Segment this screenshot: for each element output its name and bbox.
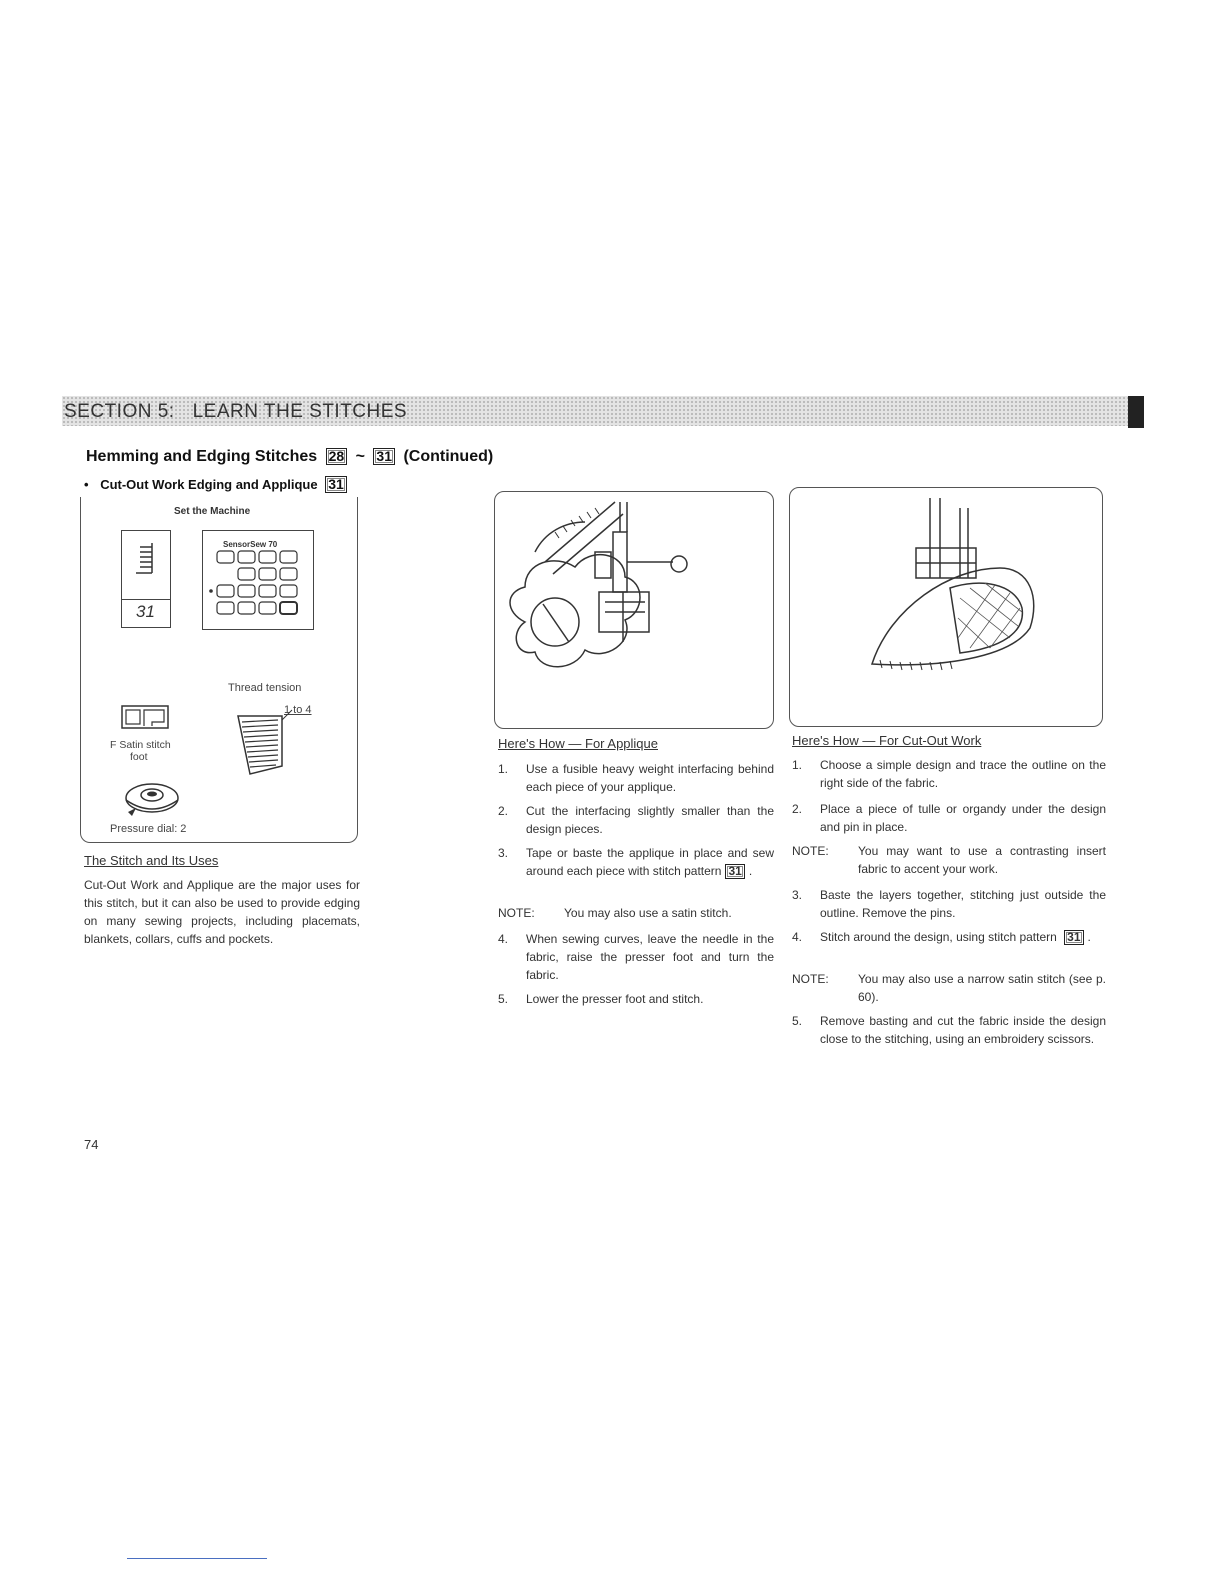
- continued-label: (Continued): [403, 448, 494, 465]
- cutout-note-2: NOTE: You may also use a narrow satin stitch (see p. 60).: [792, 972, 1106, 1004]
- applique-step-2: 2. Cut the interfacing slightly smaller than the design pieces.: [498, 804, 774, 836]
- uses-text: Cut-Out Work and Applique are the major uses for this stitch, but it can also be used to provide edging on many sewing projects, including placemats, blankets, collars, cuffs and pockets.: [84, 878, 360, 946]
- applique-step-4: 4. When sewing curves, leave the needle in the fabric, raise the presser foot and turn the fabric.: [498, 932, 774, 982]
- stitch-display: [121, 530, 171, 628]
- keypad-buttons-icon: [203, 531, 313, 629]
- foot-label: F Satin stitch: [110, 739, 171, 751]
- thread-tension-value: 1 to 4: [284, 704, 312, 716]
- applique-illustration: [494, 491, 774, 729]
- cutout-step-1: 1. Choose a simple design and trace the outline on the right side of the fabric.: [792, 758, 1106, 790]
- satin-stitch-foot-icon: [120, 702, 172, 732]
- applique-note: NOTE: You may also use a satin stitch.: [498, 906, 732, 920]
- stitch-pattern-icon: [122, 531, 169, 597]
- cutout-step-4: 4. Stitch around the design, using stitch pattern 31 .: [792, 930, 1091, 944]
- heading-title: Hemming and Edging Stitches: [86, 448, 318, 465]
- applique-step-5: 5. Lower the presser foot and stitch.: [498, 992, 704, 1006]
- subheading-pattern-number: 31: [325, 476, 347, 493]
- cutout-note-1: NOTE: You may want to use a contrasting insert fabric to accent your work.: [792, 844, 1106, 876]
- pattern-number-to: 31: [373, 448, 395, 465]
- subheading-title: Cut-Out Work Edging and Applique: [100, 477, 318, 492]
- section-label: SECTION 5:: [64, 401, 175, 422]
- cutout-step-3: 3. Baste the layers together, stitching just outside the outline. Remove the pins.: [792, 888, 1106, 920]
- section-banner: [62, 396, 1144, 426]
- bullet: •: [84, 477, 89, 492]
- foot-label-line2: foot: [130, 751, 148, 763]
- tension-dial-icon: [230, 708, 300, 778]
- panel-title: Set the Machine: [174, 506, 251, 517]
- applique-step-1: 1. Use a fusible heavy weight interfacing behind each piece of your applique.: [498, 762, 774, 794]
- cutout-title: Here's How — For Cut-Out Work: [792, 733, 982, 748]
- page-heading: [86, 448, 493, 466]
- stitch-pattern-number: 31: [725, 864, 744, 879]
- applique-title: Here's How — For Applique: [498, 736, 658, 751]
- pattern-number-from: 28: [326, 448, 348, 465]
- cutout-step-5: 5. Remove basting and cut the fabric inside the design close to the stitching, using an embroidery scissors.: [792, 1014, 1106, 1046]
- display-number: 31: [136, 602, 155, 621]
- stitch-pattern-number: 31: [1064, 930, 1083, 945]
- sewing-machine-applique-image: [495, 492, 771, 726]
- thread-tension-label: Thread tension: [228, 682, 302, 694]
- cutout-work-image: [790, 488, 1100, 724]
- machine-keypad: [202, 530, 314, 630]
- pressure-dial-label: Pressure dial: 2: [110, 823, 187, 835]
- section-tab-marker: [1128, 396, 1144, 428]
- page-number: 74: [84, 1137, 99, 1152]
- cutout-step-2: 2. Place a piece of tulle or organdy under the design and pin in place.: [792, 802, 1106, 834]
- subheading: [84, 476, 351, 493]
- section-title: LEARN THE STITCHES: [192, 401, 408, 422]
- keypad-title: SensorSew 70: [223, 540, 278, 549]
- uses-title: The Stitch and Its Uses: [84, 853, 219, 868]
- pressure-dial-icon: [114, 778, 182, 822]
- cutout-illustration: [789, 487, 1103, 727]
- footer-rule: [127, 1558, 267, 1559]
- range-tilde: ~: [355, 448, 365, 465]
- applique-step-3: 3. Tape or baste the applique in place and sew around each piece with stitch pattern 31 .: [498, 846, 774, 878]
